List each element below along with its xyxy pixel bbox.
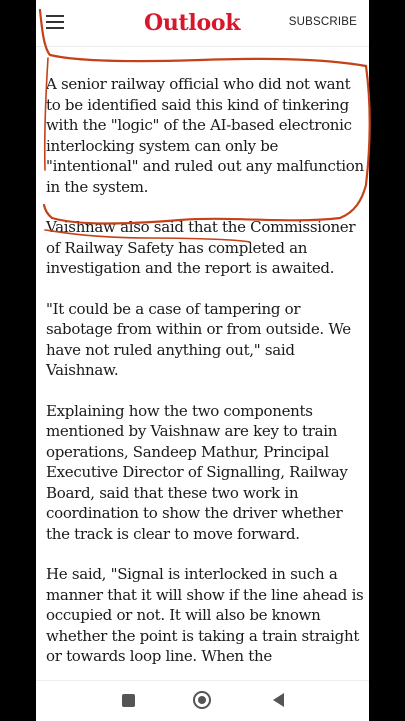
menu-icon[interactable] (46, 15, 64, 29)
article-paragraph: Vaishnaw also said that the Commissioner of Railway Safety has completed an investigation and the report is awaited. (46, 218, 356, 277)
article-paragraph: He said, "Signal is interlocked in such a manner that it will show if the line ahead is occupied or not. It will also be known whether the point is taking a train straight or towards loop line. When the (46, 565, 364, 665)
article-paragraph: Explaining how the two components mentioned by Vaishnaw are key to train operations, Sandeep Mathur, Principal Executive Director of Signalling, Railway Board, said that these two work in coordination to show the driver whether the track is clear to move forward. (46, 401, 348, 543)
phone-screen (36, 0, 369, 720)
site-logo[interactable]: Outlook (144, 10, 241, 36)
article-paragraph: A senior railway official who did not want to be identified said this kind of tinkering with the "logic" of the AI-based electronic interlocking system can only be "intentional" and ruled out any malfunction in the system. (46, 75, 364, 196)
back-icon[interactable] (273, 693, 284, 707)
recents-icon[interactable] (122, 694, 135, 707)
top-bar (36, 0, 369, 47)
home-icon[interactable] (193, 691, 211, 709)
article-paragraph: "It could be a case of tampering or sabotage from within or from outside. We have not ruled anything out," said Vaishnaw. (46, 299, 351, 379)
android-navigation-bar (36, 680, 369, 721)
subscribe-button[interactable]: SUBSCRIBE (288, 16, 357, 28)
article-body (46, 74, 364, 687)
